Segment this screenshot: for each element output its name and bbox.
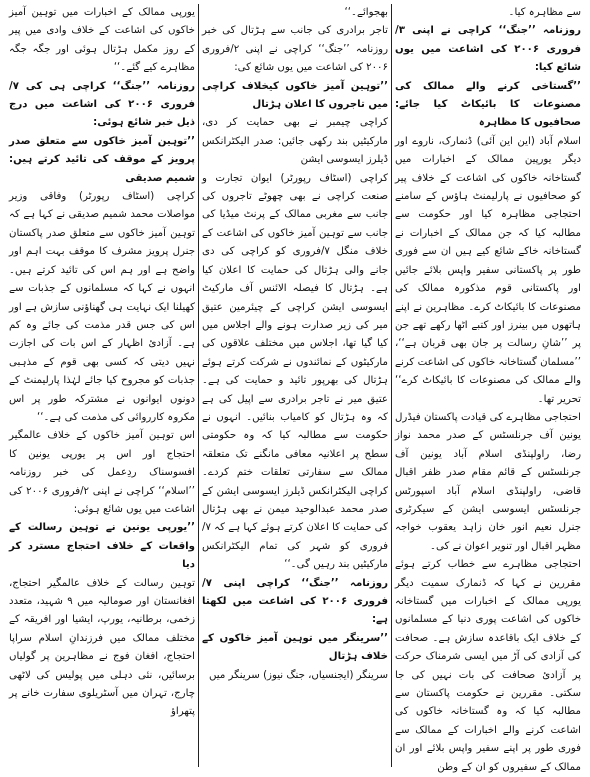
paragraph: سرینگر (ایجنسیاں، جنگ نیوز) سرینگر میں — [209, 669, 388, 681]
paragraph: اسلام آباد (این این آئی) ڈنمارک، ناروے اور دیگر یورپین ممالک کے اخبارات میں گستاخانہ خاکوں کی اشاعت کے خلاف پیر کو صحافیوں نے پارلیمنٹ ہاؤس کے سامنے احتجاجی مظاہرہ کیا اور حکومت سے مطالبہ کیا کہ جن ممالک کے اخبارات نے گستاخانہ خاکے شائع کیے ہیں ان سے فوری طور پر پاکستانی سفیر واپس بلائے جائیں اور پاکستانی قوم مذکورہ ممالک کی مصنوعات کا بائیکاٹ کرے۔ مظاہرین نے اپنے ہاتھوں میں بینرز اور کتبے اٹھا رکھے تھے جن پر ’’شانِ رسالت پر جان بھی قربان ہے‘‘، ’’مسلمان گستاخانہ خاکوں کی اشاعت کرنے والے ممالک کی مصنوعات کا بائیکاٹ کرے‘‘ تحریر تھا۔ — [395, 135, 581, 405]
paragraph: احتجاجی مظاہرے کی قیادت پاکستان فیڈرل یونین آف جرنلسٹس کے صدر محمد نواز رضا، راولپنڈی اسلام آباد یونین آف جرنلسٹس کے قائم مقام صدر ظفر اقبال قاضی، راولپنڈی اسلام آباد اسپورٹس جرنلسٹس ایسوسی ایشن کے سیکرٹری جنرل نعیم انور خان زاہد یعقوب خواجہ مظہر اقبال اور تنویر اعوان نے کی۔ — [395, 411, 581, 552]
column-right — [392, 4, 584, 773]
paragraph: ’’یورپی یونین نے توہین رسالت کے واقعات کے خلاف احتجاج مسترد کر دیا — [9, 522, 195, 571]
paragraph: روزنامہ ’’جنگ‘‘ کراچی ہی کی ۷/فروری ۲۰۰۶ کی اشاعت میں درج ذیل خبر شائع ہوئی: — [9, 80, 195, 129]
paragraph: ’’سرینگر میں توہین آمیز خاکوں کے خلاف ہڑتال — [202, 632, 388, 663]
paragraph: بھجوائے۔‘‘ — [344, 7, 388, 18]
paragraph: تاجر برادری کی جانب سے ہڑتال کی خبر روزنامہ ’’جنگ‘‘ کراچی نے اپنی ۲/فروری ۲۰۰۶ کی اشاعت میں یوں شائع کی: — [202, 25, 388, 74]
paragraph: توہین رسالت کے خلاف عالمگیر احتجاج، افغانستان اور صومالیہ میں ۹ شہید، متعدد زخمی، برطانیہ، یورپ، ایشیا اور افریقہ کے مختلف ممالک میں فرزندانِ اسلام سراپا احتجاج، افغان فوج نے مظاہرین پر گولیاں برسائیں، نئی دہلی میں پولیس کی لاٹھی چارج، تہران میں آسٹریلوی سفارت خانے پر پتھراؤ — [9, 577, 195, 718]
paragraph: ’’توہین آمیز خاکوں کیخلاف کراچی میں تاجروں کا اعلان ہڑتال — [202, 80, 388, 111]
paragraph: ’’گستاخی کرنے والے ممالک کی مصنوعات کا بائیکاٹ کیا جائے: صحافیوں کا مظاہرہ — [395, 80, 581, 129]
column-left — [6, 4, 198, 767]
paragraph: یورپی ممالک کے اخبارات میں توہین آمیز خاکوں کی اشاعت کے خلاف وادی میں پیر کے روز مکمل ہڑتال ہوئی اور جگہ جگہ مظاہرے کیے گئے۔‘‘ — [9, 7, 195, 74]
paragraph: کراچی چیمبر نے بھی حمایت کر دی، مارکیٹیں بند رکھی جائیں: صدر الیکٹرانکس ڈیلرز ایسوسی ایشن — [202, 117, 388, 166]
paragraph: سے مظاہرہ کیا۔ — [508, 7, 581, 18]
paragraph: روزنامہ ’’جنگ‘‘ کراچی نے اپنی ۳/فروری ۲۰۰۶ کی اشاعت میں یوں شائع کیا: — [395, 25, 581, 74]
paragraph: کراچی (اسٹاف رپورٹر) ایوان تجارت و صنعت کراچی نے بھی چھوٹے تاجروں کی جانب سے مغربی ممالک کے پرنٹ میڈیا کی جانب سے توہین آمیز خاکوں کی اشاعت کے خلاف منگل ۷/فروری کو کراچی کی دی جانے والی ہڑتال کی حمایت کا اعلان کیا ہے۔ ہڑتال کا فیصلہ الائنس آف مارکیٹ ایسوسی ایشن کراچی کے چیئرمین عتیق میر کی زیر صدارت ہونے والے اجلاس میں کیا گیا تھا، اجلاس میں مختلف علاقوں کی مارکیٹوں کے نمائندوں نے شرکت کرتے ہوئے ہڑتال کی بھرپور تائید و حمایت کی ہے۔ عتیق میر نے تاجر برادری سے اپیل کی ہے کہ وہ ہڑتال کو کامیاب بنائیں۔ انہوں نے حکومت سے مطالبہ کیا کہ وہ حکومتی سطح پر اعلانیہ معافی مانگنے تک متعلقہ ممالک سے سفارتی تعلقات ختم کردے۔ کراچی الیکٹرانکس ڈیلرز ایسوسی ایشن کے صدر محمد عبدالوحید میمن نے بھی ہڑتال کی حمایت کا اعلان کرتے ہوئے کہا ہے کہ ۷/فروری کو شہر کی تمام الیکٹرانکس مارکیٹیں بند رہیں گی۔‘‘ — [202, 172, 388, 571]
paragraph: ’’توہین آمیز خاکوں سے متعلق صدر پرویز کے موقف کی تائید کرتے ہیں: شمیم صدیقی — [9, 135, 195, 184]
paragraph: روزنامہ ’’جنگ‘‘ کراچی اپنی ۷/فروری ۲۰۰۶ کی اشاعت میں لکھتا ہے: — [202, 577, 388, 626]
column-middle — [199, 4, 391, 767]
paragraph: کراچی (اسٹاف رپورٹر) وفاقی وزیر مواصلات محمد شمیم صدیقی نے کہا ہے کہ توہین آمیز خاکوں سے متعلق صدر پاکستان جنرل پرویز مشرف کا موقف بہت اہم اور واضح ہے اور ہم اس کی تائید کرتے ہیں۔ انہوں نے کہا کہ مسلمانوں کے جذبات سے کھیلنا ایک نہایت ہی گھناؤنی سازش ہے اور اس کی جس قدر مذمت کی جائے وہ کم ہے۔ آزادیٔ اظہار کے اس بات کی اجازت نہیں دیتی کہ کسی بھی قوم کے مذہبی جذبات کو مجروح کیا جائے لہٰذا پارلیمنٹ کے دونوں ایوانوں نے مشترکہ طور پر اس مکروہ کارروائی کی مذمت کی ہے۔‘‘ — [9, 191, 195, 423]
paragraph: احتجاجی مظاہرے سے خطاب کرتے ہوئے مقررین نے کہا کہ ڈنمارک سمیت دیگر یورپی ممالک کے اخبارات میں گستاخانہ خاکوں کی اشاعت پوری دنیا کے مسلمانوں کے خلاف ایک باقاعدہ سازش ہے۔ صحافت کی آزادی کی آڑ میں ایسی شرمناک حرکت پر آزادیٔ صحافت کی بات نہیں کی جا سکتی۔ مقررین نے حکومت پاکستان سے مطالبہ کیا کہ وہ گستاخانہ خاکوں کی اشاعت کرنے والے اخبارات کے ممالک سے فوری طور پر اپنے سفیر واپس بلائے اور ان ممالک کے سفیروں کو ان کے وطن — [395, 559, 581, 773]
paragraph: اس توہین آمیز خاکوں کے خلاف عالمگیر احتجاج اور اس پر یورپی یونین کا افسوسناک ردِعمل کی خبر روزنامہ ’’اسلام‘‘ کراچی نے اپنی ۲/فروری ۲۰۰۶ کی اشاعت میں یوں شائع ہوئی: — [9, 430, 195, 515]
newspaper-page — [6, 4, 584, 773]
